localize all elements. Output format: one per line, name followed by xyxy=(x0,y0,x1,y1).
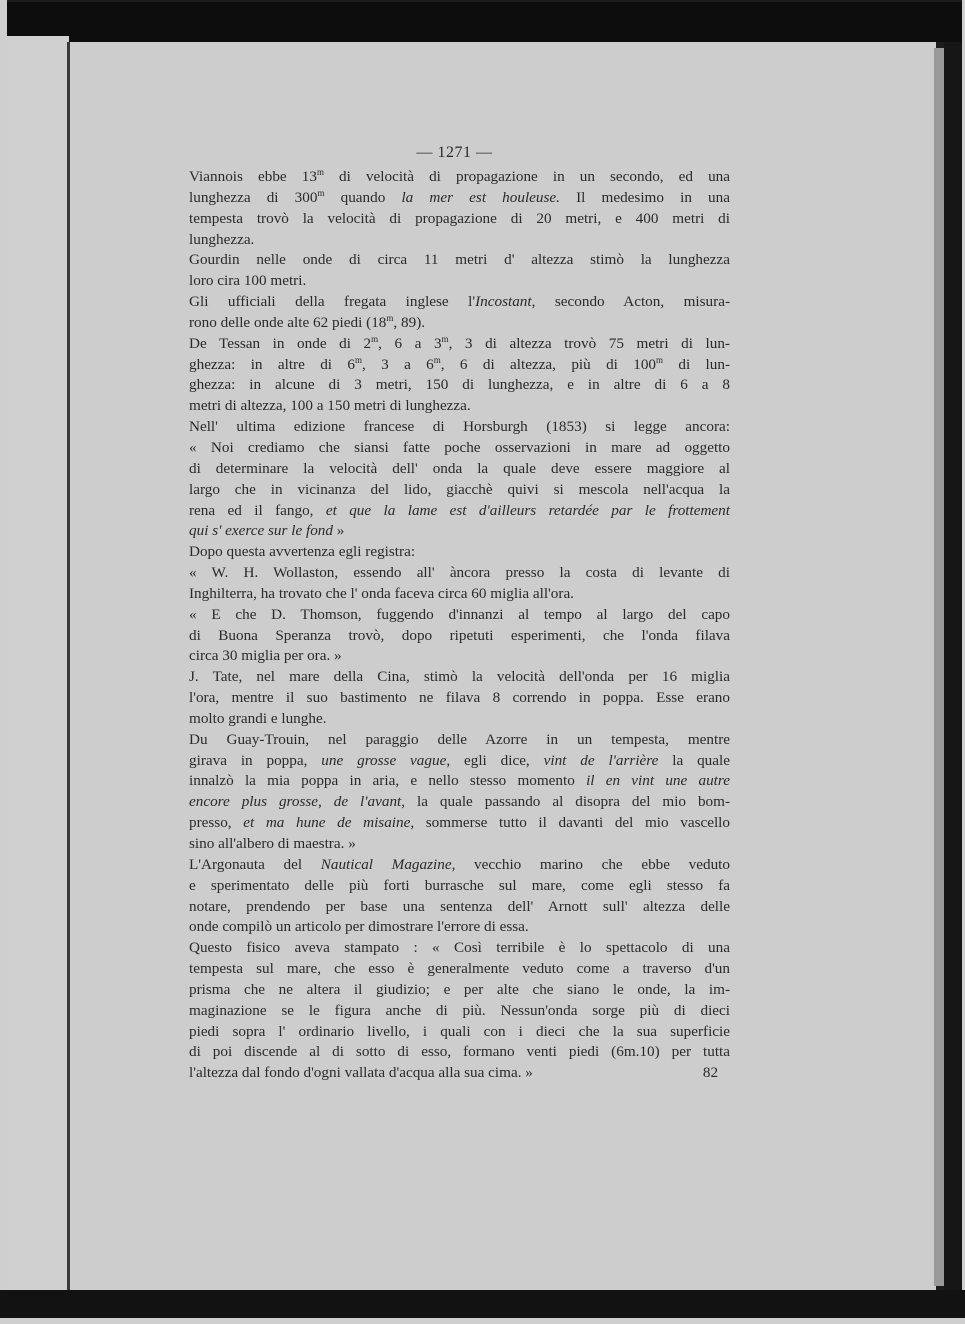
text-line xyxy=(169,313,730,334)
text-line xyxy=(169,230,730,251)
text-line xyxy=(169,250,730,271)
text-line xyxy=(169,876,730,897)
text-run: di velocità di propagazione in un secondo, ed una xyxy=(323,168,730,185)
text-run: , egli dice, xyxy=(446,751,544,769)
text-run: Il medesimo in una xyxy=(559,188,730,206)
text-run: rono delle onde alte 62 piedi (18 xyxy=(189,313,387,331)
text-run: , 3 di altezza trovò 75 metri di lun- xyxy=(448,334,730,352)
text-run: l'ora, mentre il suo bastimento ne filava 8 correndo in poppa. Esse erano xyxy=(189,689,730,707)
superscript-unit: m xyxy=(656,354,664,365)
superscript-unit: m xyxy=(386,312,394,323)
text-run: loro cira 100 metri. xyxy=(189,272,307,290)
text-run: piedi sopra l' ordinario livello, i quali con i dieci che la sua superficie xyxy=(189,1022,730,1040)
text-line xyxy=(169,542,730,563)
text-line xyxy=(169,501,730,522)
text-run: , secondo Acton, misura- xyxy=(531,293,730,311)
text-run: J. Tate, nel mare della Cina, stimò la velocità dell'onda per 16 miglia xyxy=(189,668,730,686)
text-line xyxy=(169,1001,730,1022)
text-run: Du Guay-Trouin, nel paraggio delle Azorre in un tempesta, mentre xyxy=(189,730,730,748)
text-run: , la quale passando al disopra del mio bom- xyxy=(401,793,730,811)
text-run: ghezza: in altre di 6 xyxy=(189,355,355,373)
text-line xyxy=(169,959,730,980)
text-run: sino all'albero di maestra. » xyxy=(189,835,356,852)
text-line xyxy=(169,730,730,751)
text-line xyxy=(169,917,730,938)
superscript-unit: m xyxy=(354,354,362,365)
italic-quote: Incostant xyxy=(475,293,532,311)
text-run: l'altezza dal fondo d'ogni vallata d'acqua alla sua cima. » xyxy=(189,1064,533,1082)
text-line xyxy=(169,855,730,876)
text-run: vecchio marino che ebbe veduto xyxy=(455,855,730,873)
text-run: L'Argonauta del xyxy=(189,855,321,873)
text-run: Dopo questa avvertenza egli registra: xyxy=(189,543,416,561)
text-run: maginazione se le figura anche di più. Nessun'onda sorge più di dieci xyxy=(189,1001,730,1019)
paragraph xyxy=(169,605,730,668)
scan-left-margin xyxy=(0,0,7,1292)
text-run: Viannois ebbe 13 xyxy=(189,168,317,185)
text-line xyxy=(169,771,730,792)
text-line xyxy=(169,605,730,626)
text-line xyxy=(169,667,730,688)
page-text xyxy=(169,143,730,1084)
text-line xyxy=(169,334,730,355)
text-line xyxy=(169,271,730,292)
paragraph xyxy=(169,855,730,938)
text-run: , 6 a 3 xyxy=(378,334,442,352)
text-line xyxy=(169,938,730,959)
text-line xyxy=(169,188,730,209)
text-line xyxy=(169,626,730,647)
text-run: , 3 a 6 xyxy=(361,355,434,373)
text-line xyxy=(169,980,730,1001)
text-line xyxy=(169,521,730,542)
text-run: prisma che ne altera il giudizio; e per alte che siano le onde, la im- xyxy=(189,980,730,998)
italic-quote: encore plus grosse, de l'avant xyxy=(189,793,402,811)
page-edge-shadow xyxy=(934,48,944,1286)
superscript-unit: m xyxy=(433,354,441,365)
scan-bottom-margin xyxy=(0,1318,965,1324)
superscript-unit: m xyxy=(371,333,379,344)
text-run: onde compilò un articolo per dimostrare l'errore di essa. xyxy=(189,918,529,936)
text-line xyxy=(169,355,730,376)
text-run: lunghezza. xyxy=(189,230,255,248)
italic-quote: et que la lame est d'ailleurs retardée par le frottement xyxy=(325,501,730,519)
text-run: circa 30 miglia per ora. » xyxy=(189,647,342,665)
text-run: De Tessan in onde di 2 xyxy=(189,334,372,352)
page-number: — 1271 — xyxy=(416,144,493,161)
text-line xyxy=(169,792,730,813)
text-line xyxy=(169,375,730,396)
text-line xyxy=(169,1042,730,1063)
text-line xyxy=(169,292,730,313)
body-text xyxy=(169,167,730,1084)
text-line xyxy=(169,584,730,605)
text-line xyxy=(169,480,730,501)
text-run: presso, xyxy=(189,814,244,832)
book-spine-strip xyxy=(7,36,69,1292)
italic-quote: et ma hune de misaine xyxy=(243,814,411,832)
text-line xyxy=(169,646,730,667)
italic-quote: la mer est houleuse. xyxy=(401,188,560,206)
text-line xyxy=(169,1063,730,1084)
text-run: « E che D. Thomson, fuggendo d'innanzi al tempo al largo del capo xyxy=(189,605,730,623)
text-run: largo che in vicinanza del lido, giacchè quivi si mescola nell'acqua la xyxy=(189,480,730,498)
text-run: Questo fisico aveva stampato : « Così terribile è lo spettacolo di una xyxy=(189,939,730,957)
superscript-unit: m xyxy=(441,333,449,344)
text-run: « Noi crediamo che siansi fatte poche osservazioni in mare ad oggetto xyxy=(189,438,730,456)
italic-quote: il en vint une autre xyxy=(586,772,730,790)
text-run: » xyxy=(332,522,345,540)
signature-mark: 82 xyxy=(702,1064,719,1082)
text-run: notare, prendendo per base una sentenza dell' Arnott sull' altezza delle xyxy=(189,897,730,915)
text-line xyxy=(169,751,730,772)
text-run: molto grandi e lunghe. xyxy=(189,709,327,727)
paragraph xyxy=(169,292,730,334)
text-run: Inghilterra, ha trovato che l' onda faceva circa 60 miglia all'ora. xyxy=(189,584,574,602)
text-line xyxy=(169,813,730,834)
text-run: e sperimentato delle più forti burrasche sul mare, come egli stesso fa xyxy=(189,876,730,894)
paragraph xyxy=(169,334,730,417)
superscript-unit: m xyxy=(317,187,325,198)
text-line xyxy=(169,688,730,709)
paragraph xyxy=(169,250,730,292)
text-line xyxy=(169,417,730,438)
text-line xyxy=(169,1022,730,1043)
text-run: innalzò la mia poppa in aria, e nello stesso momento xyxy=(189,772,587,790)
scan-top-border xyxy=(7,2,965,42)
superscript-unit: m xyxy=(316,167,324,177)
text-line xyxy=(169,438,730,459)
italic-quote: Nautical Magazine, xyxy=(320,855,456,873)
text-run: ghezza: in alcune di 3 metri, 150 di lunghezza, e in altre di 6 a 8 xyxy=(189,376,730,394)
text-run: metri di altezza, 100 a 150 metri di lunghezza. xyxy=(189,397,471,415)
text-line xyxy=(169,167,730,188)
paragraph xyxy=(169,167,730,250)
text-line xyxy=(169,209,730,230)
text-line xyxy=(169,834,730,855)
text-line xyxy=(169,396,730,417)
text-run: quando xyxy=(324,188,402,206)
text-line xyxy=(169,709,730,730)
paragraph xyxy=(169,542,730,563)
text-line xyxy=(169,897,730,918)
text-run: rena ed il fango, xyxy=(189,501,326,519)
text-run: tempesta sul mare, che esso è generalmente veduto come a traverso d'un xyxy=(189,960,730,978)
scan-right-border xyxy=(944,42,962,1292)
text-run: la quale xyxy=(658,751,730,769)
italic-quote: vint de l'arrière xyxy=(543,751,659,769)
text-run: Nell' ultima edizione francese di Horsburgh (1853) si legge ancora: xyxy=(189,418,730,436)
text-run: di poi discende al di sotto di esso, formano venti piedi (6m.10) per tutta xyxy=(189,1043,730,1061)
gutter-line xyxy=(67,42,70,1292)
text-run: , 6 di altezza, più di 100 xyxy=(440,355,657,373)
text-run: tempesta trovò la velocità di propagazione di 20 metri, e 400 metri di xyxy=(189,209,730,227)
text-run: di determinare la velocità dell' onda la quale deve essere maggiore al xyxy=(189,459,730,477)
italic-quote: une grosse vague xyxy=(321,751,447,769)
text-run: lunghezza di 300 xyxy=(189,188,318,206)
paragraph xyxy=(169,417,730,542)
text-run: di Buona Speranza trovò, dopo ripetuti esperimenti, che l'onda filava xyxy=(189,626,730,644)
paragraph xyxy=(169,667,730,730)
text-run: , 89). xyxy=(393,313,426,331)
text-line xyxy=(169,459,730,480)
text-run: di lun- xyxy=(663,355,731,373)
text-run: « W. H. Wollaston, essendo all' àncora presso la costa di levante di xyxy=(189,564,730,582)
text-run: girava in poppa, xyxy=(189,751,322,769)
paragraph xyxy=(169,563,730,605)
paragraph xyxy=(169,938,730,1084)
italic-quote: qui s' exerce sur le fond xyxy=(189,522,333,540)
text-run: Gourdin nelle onde di circa 11 metri d' altezza stimò la lunghezza xyxy=(189,251,730,269)
text-line xyxy=(169,563,730,584)
paragraph xyxy=(169,730,730,855)
text-run: , sommerse tutto il davanti del mio vascello xyxy=(410,814,730,832)
text-run: Gli ufficiali della fregata inglese l' xyxy=(189,293,476,311)
